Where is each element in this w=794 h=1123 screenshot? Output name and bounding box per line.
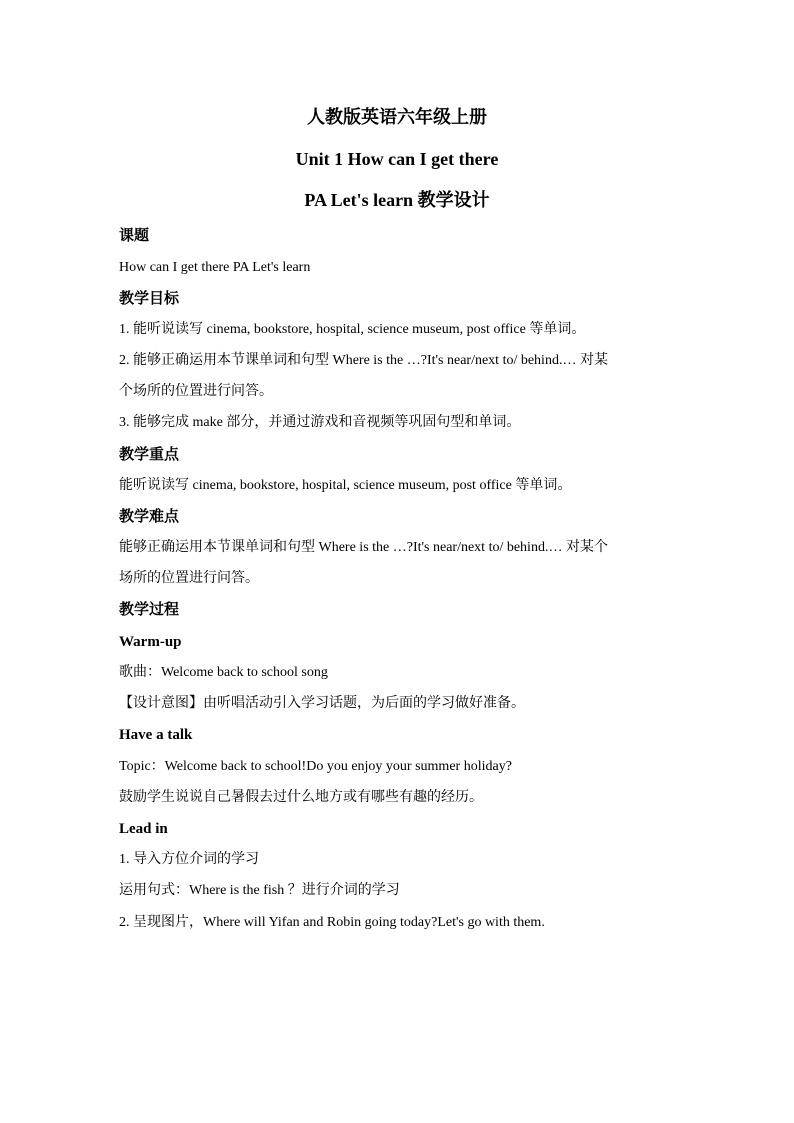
objective-item-2-line-2: 个场所的位置进行问答。 xyxy=(119,384,273,399)
talk-heading: Have a talk xyxy=(119,727,193,743)
difficulties-heading: 教学难点 xyxy=(119,509,180,525)
warmup-intent: 【设计意图】由听唱活动引入学习话题，为后面的学习做好准备。 xyxy=(119,696,525,711)
key-points-heading: 教学重点 xyxy=(119,447,180,463)
leadin-item-1: 1. 导入方位介词的学习 xyxy=(119,852,259,867)
objective-item-2-line-1: 2. 能够正确运用本节课单词和句型 Where is the …?It's near/next to/ behind.… 对某 xyxy=(119,353,608,368)
document-title-cn: 人教版英语六年级上册 xyxy=(307,107,487,127)
process-heading: 教学过程 xyxy=(119,602,180,618)
leadin-item-2: 2. 呈现图片，Where will Yifan and Robin going today?Let's go with them. xyxy=(119,915,545,930)
difficulties-line-2: 场所的位置进行问答。 xyxy=(119,571,259,586)
objective-item-1: 1. 能听说读写 cinema, bookstore, hospital, science museum, post office 等单词。 xyxy=(119,322,586,337)
topic-heading: 课题 xyxy=(119,228,150,244)
leadin-item-1-detail: 运用句式：Where is the fish ？进行介词的学习 xyxy=(119,883,400,898)
difficulties-line-1: 能够正确运用本节课单词和句型 Where is the …?It's near/next to/ behind.… 对某个 xyxy=(119,540,608,555)
document-title-unit: Unit 1 How can I get there xyxy=(295,149,499,169)
warmup-song: 歌曲：Welcome back to school song xyxy=(119,665,328,680)
talk-topic: Topic：Welcome back to school!Do you enjoy your summer holiday? xyxy=(119,759,512,774)
document-title-part: PA Let's learn 教学设计 xyxy=(304,190,490,210)
objectives-heading: 教学目标 xyxy=(119,291,180,307)
key-points-text: 能听说读写 cinema, bookstore, hospital, science museum, post office 等单词。 xyxy=(119,478,572,493)
leadin-heading: Lead in xyxy=(119,821,168,837)
topic-text: How can I get there PA Let's learn xyxy=(119,260,311,275)
warmup-heading: Warm-up xyxy=(119,634,182,650)
talk-encourage: 鼓励学生说说自己暑假去过什么地方或有哪些有趣的经历。 xyxy=(119,790,483,805)
objective-item-3: 3. 能够完成 make 部分，并通过游戏和音视频等巩固句型和单词。 xyxy=(119,415,521,430)
